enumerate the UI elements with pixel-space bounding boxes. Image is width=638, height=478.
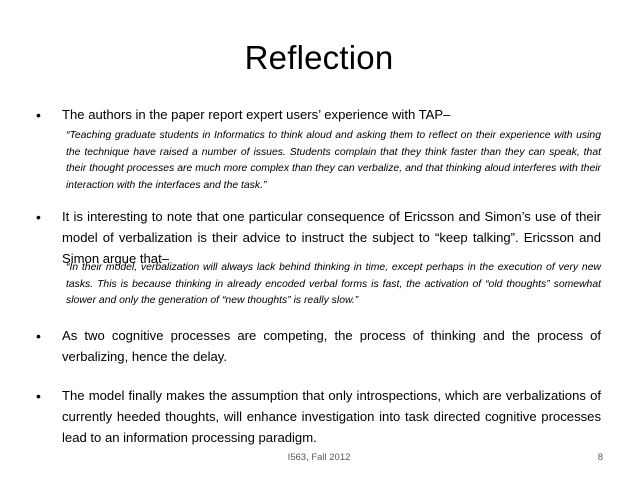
bullet-marker: • <box>36 328 41 344</box>
quote-2: “In their model, verbalization will always lack behind thinking in time, except perhaps in the execution of very new tasks. This is because thinking in already encoded verbal forms is fast, the activation of “old thoughts” somewhat slower and only the generation of “new thoughts” is really slow.” <box>66 262 601 306</box>
bullet-text-3: As two cognitive processes are competing, the process of thinking and the process of verbalizing, hence the delay. <box>62 328 601 364</box>
footer-course: I563, Fall 2012 <box>287 452 351 463</box>
bullet-text-2: It is interesting to note that one particular consequence of Ericsson and Simon’s use of their model of verbalization is their advice to instruct the subject to “keep talking”. Ericsson and Simon argue that– <box>62 209 601 266</box>
bullet-text-1: The authors in the paper report expert users’ experience with TAP– <box>62 107 451 122</box>
bullet-marker: • <box>36 388 41 404</box>
slide-title: Reflection <box>244 39 394 76</box>
bullet-marker: • <box>36 209 41 225</box>
quote-1: “Teaching graduate students in Informatics to think aloud and asking them to reflect on their experience with using the technique have raised a number of issues. Students complain that they think faster than they can speak, that their thought processes are much more complex than they can verbalize, and that thinking aloud interferes with their interaction with the interfaces and the task.” <box>66 130 601 191</box>
bullet-marker: • <box>36 107 41 123</box>
bullet-text-4: The model finally makes the assumption that only introspections, which are verbalizations of currently heeded thoughts, will enhance investigation into task directed cognitive processes lead to an information processing paradigm. <box>62 388 601 445</box>
footer-page-number: 8 <box>597 452 603 463</box>
